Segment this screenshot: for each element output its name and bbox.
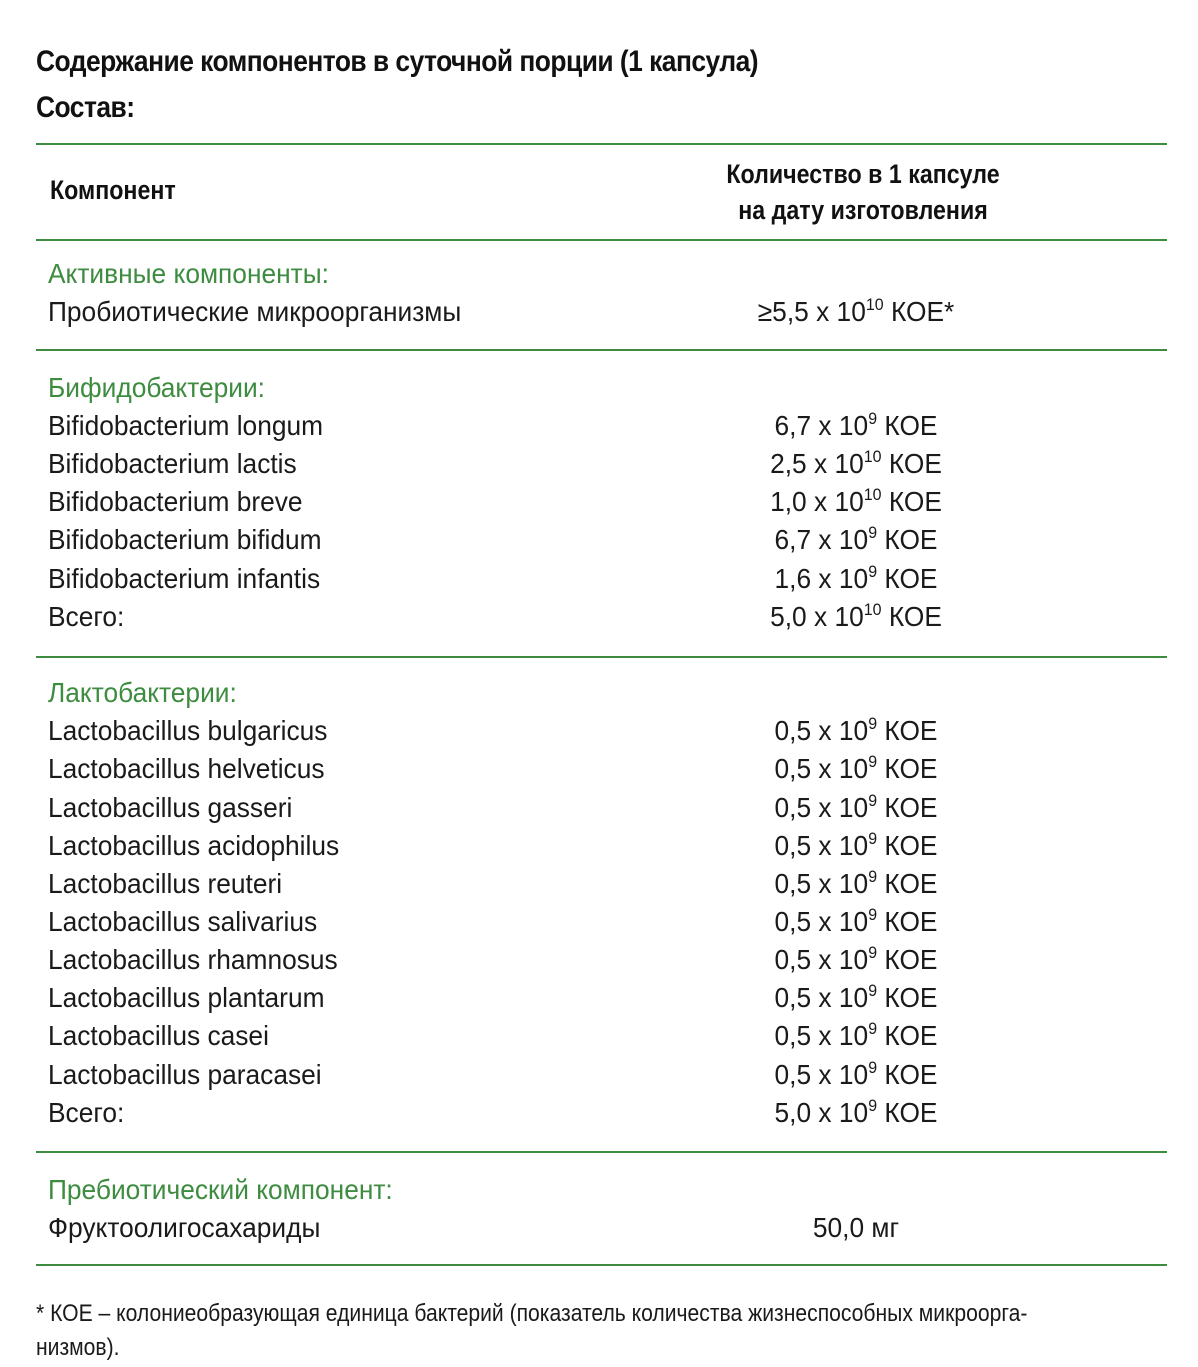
component-amount: 0,5 х $10^9$ КОЕ: [774, 791, 938, 823]
component-amount: 0,5 х $10^9$ КОЕ: [774, 829, 938, 861]
section-heading-prebiotic: [48, 1171, 1148, 1209]
component-amount: 5,0 х $10^{10}$ КОЕ: [770, 600, 942, 632]
component-name: Lactobacillus gasseri: [48, 792, 293, 823]
component-amount: 0,5 х $10^9$ КОЕ: [774, 1019, 938, 1051]
table-row: [48, 865, 1148, 903]
divider: [36, 349, 1167, 351]
component-name: Lactobacillus acidophilus: [48, 830, 340, 861]
component-name: Lactobacillus casei: [48, 1020, 269, 1051]
component-name: Всего:: [48, 1097, 125, 1128]
table-row: [48, 712, 1148, 750]
table-row: [48, 941, 1148, 979]
table-row: [48, 1017, 1148, 1055]
component-amount: 0,5 х $10^9$ КОЕ: [774, 943, 938, 975]
component-amount: 0,5 х $10^9$ КОЕ: [774, 905, 938, 937]
divider: [36, 1264, 1167, 1266]
table-row: [48, 903, 1148, 941]
table-row: [48, 789, 1148, 827]
section-title: Состав:: [36, 91, 135, 124]
table-row: [48, 483, 1148, 521]
table-row: [48, 407, 1148, 445]
section-heading-lacto: [48, 674, 1148, 712]
section-heading-bifido: [48, 369, 1148, 407]
component-amount: 6,7 х $10^9$ КОЕ: [774, 409, 938, 441]
component-amount: 5,0 х $10^9$ КОЕ: [774, 1096, 938, 1128]
divider: [36, 143, 1167, 145]
component-name: Lactobacillus rhamnosus: [48, 944, 338, 975]
component-amount: 0,5 х $10^9$ КОЕ: [774, 752, 938, 784]
component-name: Пробиотические микроорганизмы: [48, 296, 462, 327]
table-row: [48, 293, 1148, 331]
component-name: Всего:: [48, 601, 125, 632]
column-header-amount-line1: Количество в 1 капсуле: [726, 159, 1000, 189]
component-name: Lactobacillus helveticus: [48, 753, 325, 784]
component-amount: 0,5 х $10^9$ КОЕ: [774, 867, 938, 899]
table-row: [48, 445, 1148, 483]
component-name: Bifidobacterium breve: [48, 486, 303, 517]
table-row: [48, 560, 1148, 598]
table-row: [48, 750, 1148, 788]
component-amount: 0,5 х $10^9$ КОЕ: [774, 981, 938, 1013]
component-name: Lactobacillus salivarius: [48, 906, 318, 937]
component-name: Фруктоолигосахариды: [48, 1212, 321, 1243]
divider: [36, 656, 1167, 658]
component-amount: 50,0 мг: [812, 1212, 900, 1243]
section-heading-label: Бифидобактерии:: [48, 372, 266, 403]
column-header-component: Компонент: [50, 175, 176, 205]
component-amount: 6,7 х $10^9$ КОЕ: [774, 523, 938, 555]
table-row-total: [48, 598, 1148, 636]
footnote-line1: * КОЕ – колониеобразующая единица бактерий (показатель количества жизнеспособных микроорга-: [36, 1300, 1028, 1327]
component-amount: ≥5,5 х $10^{10}$ КОЕ*: [757, 295, 955, 327]
component-name: Lactobacillus plantarum: [48, 982, 325, 1013]
table-row: [48, 1056, 1148, 1094]
component-amount: 2,5 х $10^{10}$ КОЕ: [770, 447, 942, 479]
component-name: Bifidobacterium lactis: [48, 448, 297, 479]
section-heading-label: Активные компоненты:: [48, 258, 329, 289]
component-name: Bifidobacterium infantis: [48, 563, 321, 594]
component-name: Bifidobacterium bifidum: [48, 524, 322, 555]
table-row: [48, 827, 1148, 865]
section-heading-label: Лактобактерии:: [48, 677, 237, 708]
component-amount: 0,5 х $10^9$ КОЕ: [774, 714, 938, 746]
component-amount: 0,5 х $10^9$ КОЕ: [774, 1058, 938, 1090]
component-amount: 1,6 х $10^9$ КОЕ: [774, 562, 938, 594]
section-heading-active: [48, 255, 1148, 293]
component-name: Lactobacillus reuteri: [48, 868, 283, 899]
table-row: [48, 1209, 1148, 1247]
component-name: Lactobacillus paracasei: [48, 1059, 322, 1090]
divider: [36, 1151, 1167, 1153]
footnote-line2: низмов).: [36, 1334, 120, 1361]
component-amount: 1,0 х $10^{10}$ КОЕ: [770, 485, 942, 517]
component-name: Lactobacillus bulgaricus: [48, 715, 328, 746]
table-row: [48, 521, 1148, 559]
page-title: Содержание компонентов в суточной порции (1 капсула): [36, 45, 759, 78]
column-header-amount-line2: на дату изготовления: [738, 195, 988, 225]
table-row: [48, 979, 1148, 1017]
table-row-total: [48, 1094, 1148, 1132]
section-heading-label: Пребиотический компонент:: [48, 1174, 393, 1205]
component-name: Bifidobacterium longum: [48, 410, 324, 441]
divider: [36, 239, 1167, 241]
